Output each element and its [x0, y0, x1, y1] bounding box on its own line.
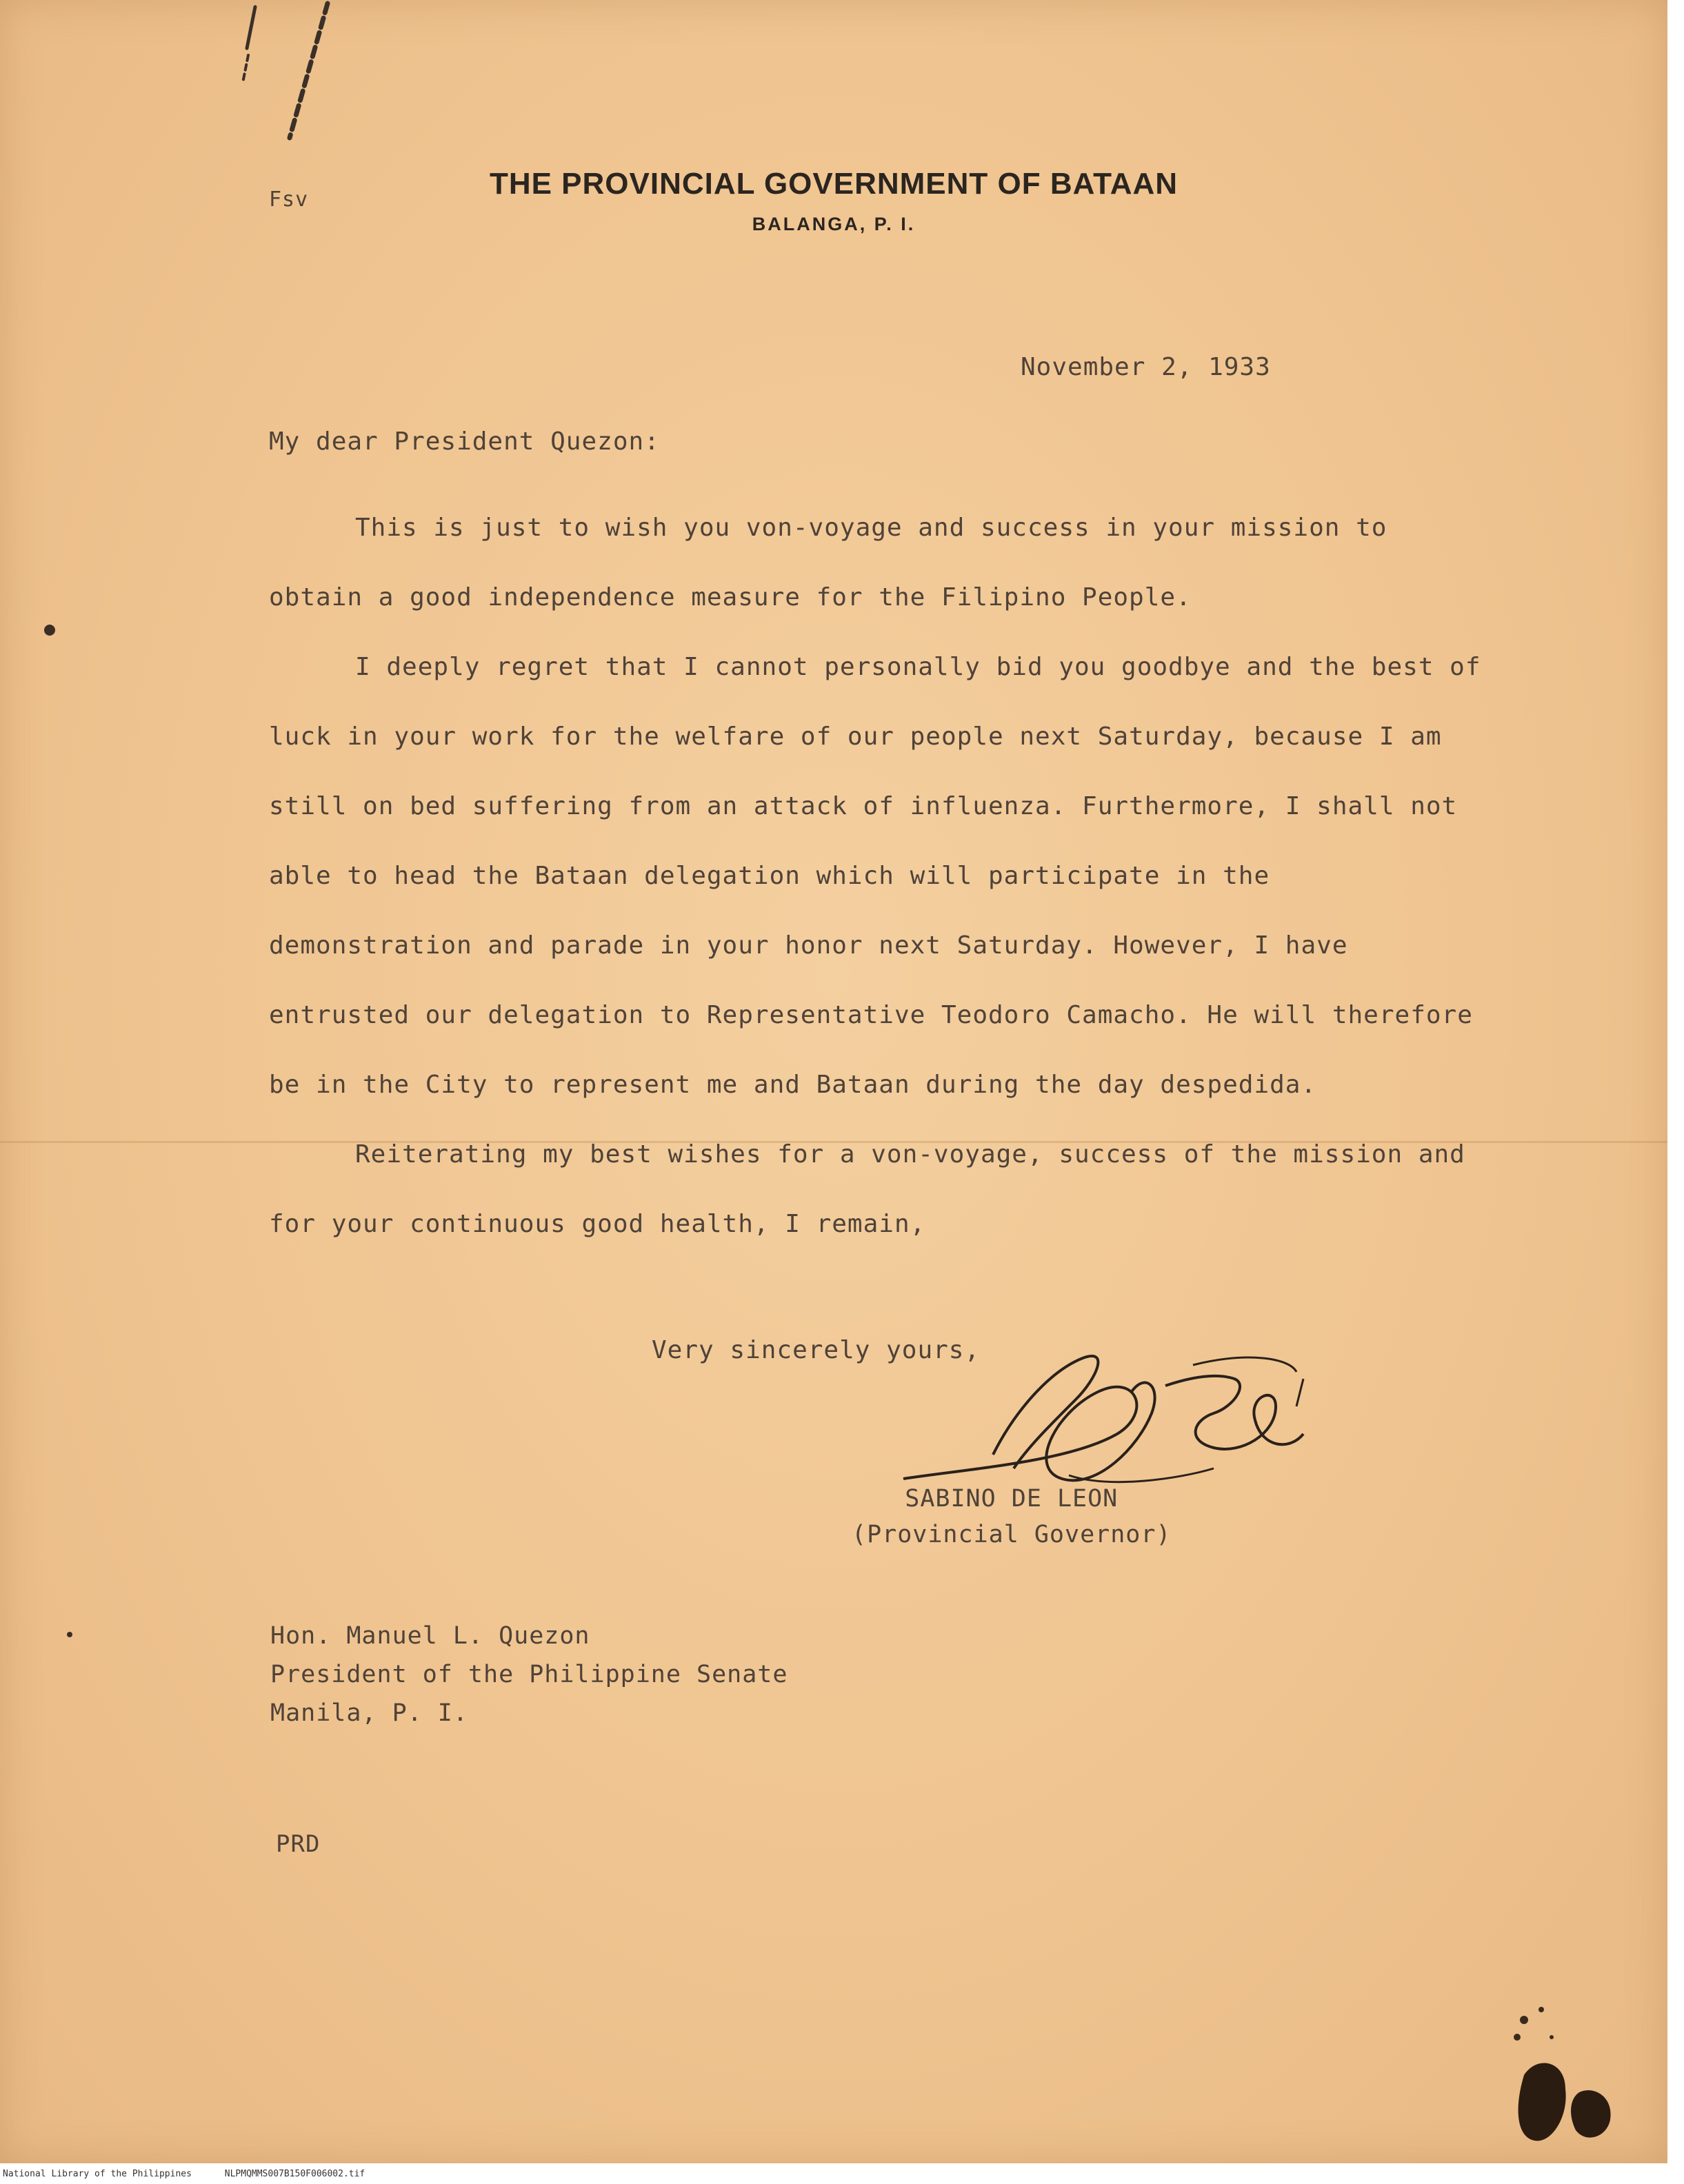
letter-body [269, 493, 1483, 1259]
archive-footer [3, 2169, 392, 2179]
paragraph-1: This is just to wish you von-voyage and success in your mission to obtain a good independence measure for the Filipino People. [269, 514, 1387, 611]
reference-code: Fsv [269, 188, 309, 212]
signer-block [852, 1481, 1172, 1553]
typist-initials: PRD [276, 1830, 321, 1858]
paragraph-2: I deeply regret that I cannot personally bid you goodbye and the best of luck in your work for the welfare of our people next Saturday, because I am still on bed suffering from an attack of influenza. Furthermore, I shall not able to head the Bataan delegation which will participate in the demonstration and parade in your honor next Saturday. However, I have entrusted our delegation to Representative Teodoro Camacho. He will therefore be in the City to represent me and Bataan during the day despedida. [269, 653, 1481, 1099]
addressee-city: Manila, P. I. [270, 1699, 468, 1727]
signer-name: SABINO DE LEON [905, 1485, 1119, 1513]
complimentary-closing: Very sincerely yours, [652, 1336, 981, 1364]
signer-title: (Provincial Governor) [852, 1521, 1172, 1548]
ink-stain [1476, 1972, 1641, 2151]
pen-marks [207, 0, 359, 165]
addressee-position: President of the Philippine Senate [270, 1661, 788, 1688]
ink-dot [67, 1632, 72, 1637]
ink-spot [44, 625, 55, 636]
letter-date: November 2, 1933 [1021, 353, 1271, 381]
salutation: My dear President Quezon: [269, 427, 660, 456]
addressee-name: Hon. Manuel L. Quezon [270, 1622, 590, 1650]
inside-address [270, 1617, 788, 1732]
letterhead-subtitle: BALANGA, P. I. [752, 214, 916, 234]
letterhead-title: THE PROVINCIAL GOVERNMENT OF BATAAN [489, 167, 1179, 201]
footer-library: National Library of the Philippines [3, 2169, 192, 2179]
footer-file: NLPMQMMS007B150F006002.tif [224, 2169, 365, 2179]
paragraph-3: Reiterating my best wishes for a von-voyage, success of the mission and for your continuous good health, I remain, [269, 1140, 1465, 1238]
handwritten-signature [890, 1331, 1317, 1503]
